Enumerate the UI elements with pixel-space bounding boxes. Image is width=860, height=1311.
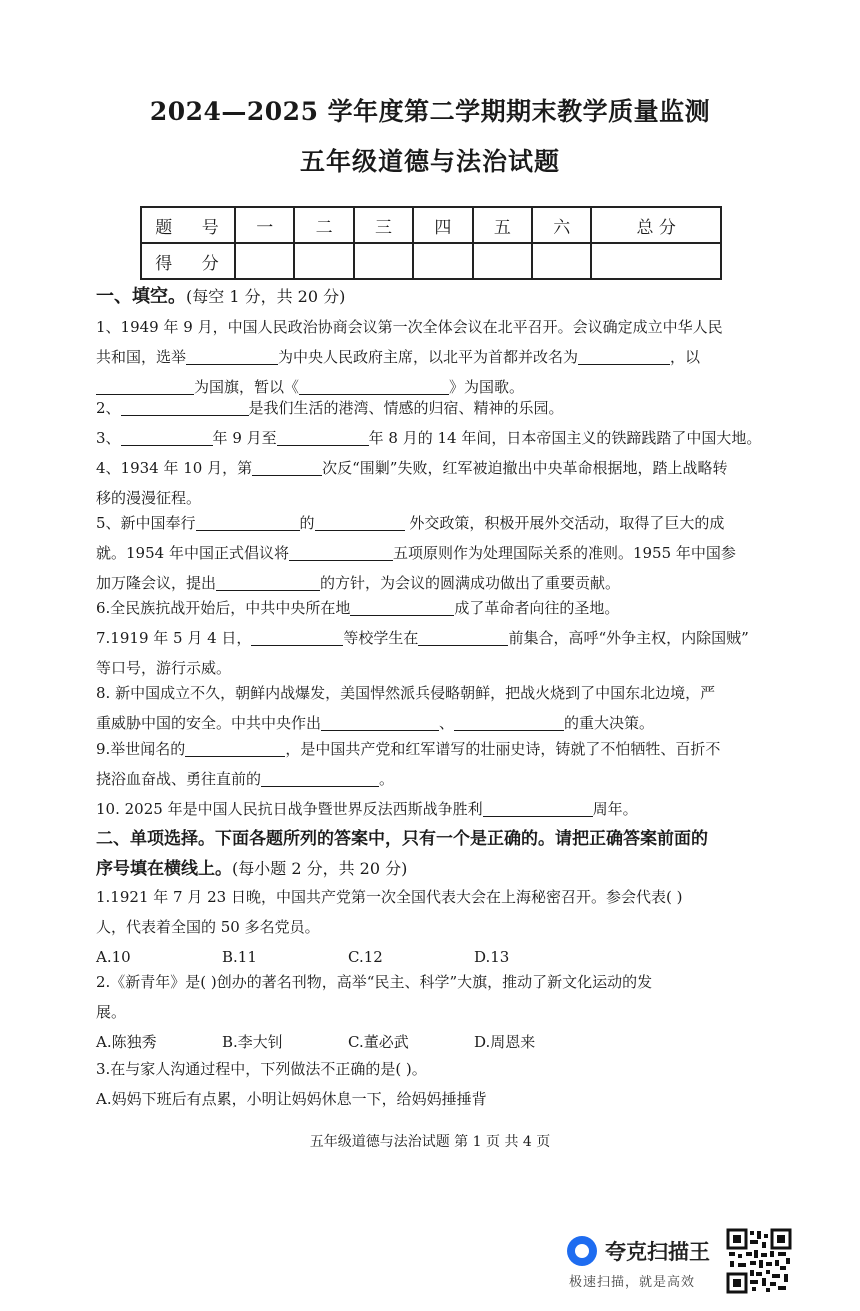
score-col-1: 一 — [235, 207, 294, 243]
question-text: 共和国，选举 — [96, 348, 187, 366]
score-col-5: 五 — [473, 207, 532, 243]
option-b: B.李大钊 — [222, 1033, 283, 1051]
question-1-7 — [96, 623, 772, 683]
question-text: 3、 — [96, 429, 121, 447]
option-c: C.12 — [348, 948, 383, 966]
question-text: 前集合，高呼“外争主权，内除国贼” — [508, 629, 749, 647]
question-text: 移的漫漫征程。 — [96, 489, 202, 507]
question-text: 等校学生在 — [343, 629, 419, 647]
score-cell[interactable] — [413, 243, 472, 279]
question-text: 的重大决策。 — [564, 714, 655, 732]
brand-name: 夸克扫描王 — [605, 1240, 710, 1264]
question-text: 6.全民族抗战开始后，中共中央所在地 — [96, 599, 351, 617]
question-text: 五项原则作为处理国际关系的准则。1955 年中国参 — [392, 544, 736, 562]
quark-logo-icon — [567, 1236, 597, 1266]
section-2-heading — [96, 824, 772, 884]
question-1-8 — [96, 678, 772, 738]
question-text: 等口号，游行示威。 — [96, 659, 232, 677]
qr-code-icon — [726, 1228, 792, 1294]
answer-blank[interactable] — [483, 798, 593, 817]
question-text: 2、 — [96, 399, 121, 417]
score-cell[interactable] — [235, 243, 294, 279]
question-1-5 — [96, 508, 772, 598]
exam-title: 2024—2025 学年度第二学期期末教学质量监测 — [149, 97, 711, 126]
scanner-watermark — [565, 1234, 730, 1290]
answer-blank[interactable] — [196, 512, 300, 531]
score-col-3: 三 — [354, 207, 413, 243]
score-cell[interactable] — [294, 243, 353, 279]
section-2-note: (每小题 2 分，共 20 分) — [232, 859, 408, 878]
answer-blank[interactable] — [277, 427, 369, 446]
score-table-row-label: 得 分 — [141, 243, 235, 279]
question-2-3 — [96, 1054, 772, 1114]
answer-blank[interactable] — [454, 712, 564, 731]
section-1-note: (每空 1 分，共 20 分) — [186, 287, 346, 306]
question-text: ，是中国共产党和红军谱写的壮丽史诗，铸就了不怕牺牲、百折不 — [285, 740, 721, 758]
answer-blank[interactable] — [289, 542, 393, 561]
question-text: 是我们生活的港湾、情感的归宿、精神的乐园。 — [248, 399, 564, 417]
question-text: 周年。 — [592, 800, 638, 818]
question-text: 人，代表着全国的 50 多名党员。 — [96, 918, 320, 936]
question-text: 8. 新中国成立不久，朝鲜内战爆发，美国悍然派兵侵略朝鲜，把战火烧到了中国东北边境，严 — [96, 684, 716, 702]
question-text: 成了革命者向往的圣地。 — [454, 599, 620, 617]
brand-slogan: 极速扫描，就是高效 — [569, 1275, 696, 1290]
question-line — [96, 342, 772, 372]
question-text: 外交政策，积极开展外交活动，取得了巨大的成 — [404, 514, 725, 532]
question-text: 为国旗，暂以《 — [194, 378, 300, 396]
answer-blank[interactable] — [252, 457, 322, 476]
question-text: 1、1949 年 9 月，中国人民政治协商会议第一次全体会议在北平召开。会议确定成立中华人民 — [96, 318, 723, 336]
score-col-4: 四 — [413, 207, 472, 243]
exam-subtitle: 五年级道德与法治试题 — [299, 147, 560, 176]
answer-blank[interactable] — [251, 627, 343, 646]
answer-blank[interactable] — [418, 627, 508, 646]
score-cell[interactable] — [354, 243, 413, 279]
question-text: 5、新中国奉行 — [96, 514, 196, 532]
question-text: 》为国歌。 — [449, 378, 525, 396]
option-d: D.13 — [474, 948, 510, 966]
question-2-2 — [96, 967, 772, 1057]
option-b: B.11 — [222, 948, 257, 966]
option-a: A.妈妈下班后有点累，小明让妈妈休息一下，给妈妈捶捶背 — [96, 1090, 487, 1108]
answer-blank[interactable] — [315, 512, 405, 531]
question-1-2 — [96, 393, 772, 423]
score-table — [140, 206, 722, 280]
question-1-4 — [96, 453, 772, 513]
score-table-row-label: 题 号 — [141, 207, 235, 243]
question-text: ，以 — [670, 348, 701, 366]
answer-blank[interactable] — [121, 397, 249, 416]
option-a: A.10 — [96, 948, 131, 966]
answer-blank[interactable] — [321, 712, 439, 731]
question-text: 、 — [439, 714, 455, 732]
question-1-9 — [96, 734, 772, 794]
question-text: 4、1934 年 10 月，第 — [96, 459, 253, 477]
question-text: 加万隆会议，提出 — [96, 574, 217, 592]
question-text: 10. 2025 年是中国人民抗日战争暨世界反法西斯战争胜利 — [96, 800, 483, 818]
question-text: 为中央人民政府主席，以北平为首都并改名为 — [278, 348, 579, 366]
question-1-10 — [96, 794, 772, 824]
answer-blank[interactable] — [216, 572, 320, 591]
question-text: 1.1921 年 7 月 23 日晚，中国共产党第一次全国代表大会在上海秘密召开。参会代表( ) — [96, 888, 683, 906]
question-text: 。 — [379, 770, 395, 788]
question-text: 的 — [299, 514, 315, 532]
question-text: 年 8 月的 14 年间，日本帝国主义的铁蹄践踏了中国大地。 — [368, 429, 762, 447]
section-2-title: 序号填在横线上。 — [96, 859, 232, 879]
option-c: C.董必武 — [348, 1033, 409, 1051]
score-col-2: 二 — [294, 207, 353, 243]
score-table-score-row — [141, 243, 721, 279]
option-a: A.陈独秀 — [96, 1033, 157, 1051]
section-1-heading — [96, 282, 772, 312]
question-text: 重威胁中国的安全。中共中央作出 — [96, 714, 322, 732]
option-d: D.周恩来 — [474, 1033, 536, 1051]
score-table-header-row — [141, 207, 721, 243]
score-cell[interactable] — [591, 243, 721, 279]
question-1-6 — [96, 593, 772, 623]
page-footer: 五年级道德与法治试题 第 1 页 共 4 页 — [309, 1134, 551, 1150]
question-text: 挠浴血奋战、勇往直前的 — [96, 770, 262, 788]
question-text: 年 9 月至 — [212, 429, 277, 447]
question-text: 展。 — [96, 1003, 127, 1021]
section-1-title: 一、填空。 — [96, 286, 186, 307]
answer-blank[interactable] — [350, 597, 454, 616]
score-cell[interactable] — [473, 243, 532, 279]
score-col-6: 六 — [532, 207, 591, 243]
question-1-1 — [96, 312, 772, 402]
answer-blank[interactable] — [186, 346, 278, 365]
answer-blank[interactable] — [578, 346, 670, 365]
question-text: 就。1954 年中国正式倡议将 — [96, 544, 289, 562]
question-text: 次反“围剿”失败，红军被迫撤出中央革命根据地，踏上战略转 — [322, 459, 728, 477]
question-1-3 — [96, 423, 772, 453]
question-text: 的方针，为会议的圆满成功做出了重要贡献。 — [320, 574, 621, 592]
answer-blank[interactable] — [261, 768, 379, 787]
question-text: 9.举世闻名的 — [96, 740, 186, 758]
answer-blank[interactable] — [121, 427, 213, 446]
answer-blank[interactable] — [185, 738, 285, 757]
score-cell[interactable] — [532, 243, 591, 279]
score-col-total: 总 分 — [591, 207, 721, 243]
question-2-1 — [96, 882, 772, 972]
question-text: 7.1919 年 5 月 4 日， — [96, 629, 252, 647]
question-text: 2.《新青年》是( )创办的著名刊物，高举“民主、科学”大旗，推动了新文化运动的发 — [96, 973, 653, 991]
question-text: 3.在与家人沟通过程中，下列做法不正确的是( )。 — [96, 1060, 427, 1078]
option-row — [96, 1027, 772, 1057]
section-2-title: 二、单项选择。下面各题所列的答案中，只有一个是正确的。请把正确答案前面的 — [96, 829, 708, 849]
